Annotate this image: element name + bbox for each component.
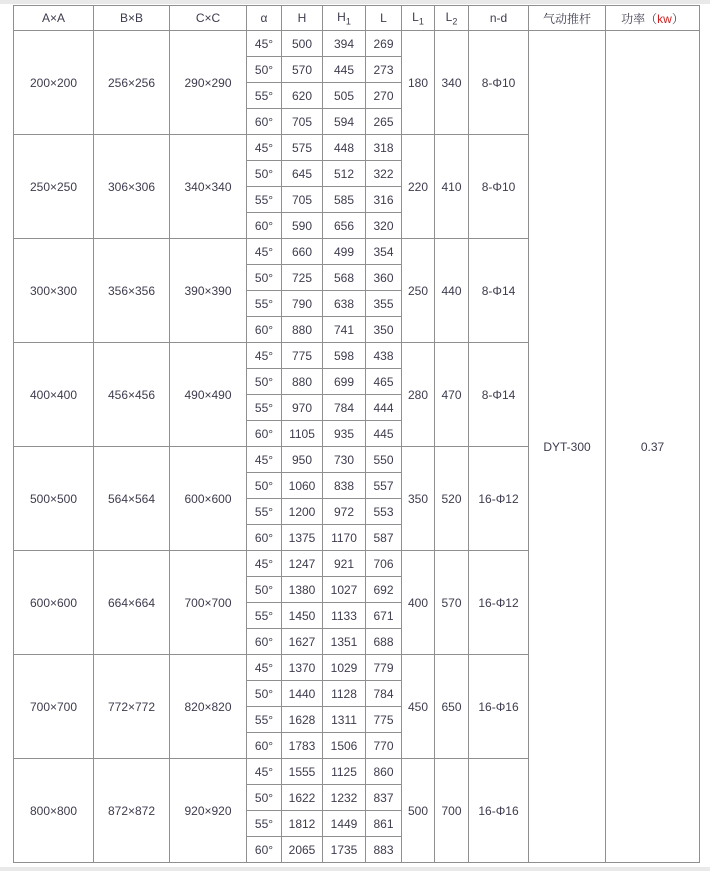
cell-h: 1105 (282, 421, 323, 447)
header-cell-h (282, 6, 323, 31)
cell-nd: 16-Φ16 (469, 759, 529, 863)
cell-h: 1375 (282, 525, 323, 551)
cell-h: 1622 (282, 785, 323, 811)
cell-b: 306×306 (94, 135, 170, 239)
cell-alpha: 50° (247, 577, 282, 603)
cell-h1: 598 (323, 343, 366, 369)
cell-l: 273 (366, 57, 402, 83)
cell-nd: 16-Φ12 (469, 551, 529, 655)
cell-l: 354 (366, 239, 402, 265)
cell-alpha: 60° (247, 837, 282, 863)
cell-h1: 394 (323, 31, 366, 57)
cell-l2: 470 (435, 343, 469, 447)
cell-l: 775 (366, 707, 402, 733)
cell-nd: 8-Φ10 (469, 31, 529, 135)
cell-h1: 784 (323, 395, 366, 421)
cell-h: 970 (282, 395, 323, 421)
cell-h: 1247 (282, 551, 323, 577)
cell-h: 1627 (282, 629, 323, 655)
header-cell-c (170, 6, 247, 31)
cell-h1: 730 (323, 447, 366, 473)
cell-h1: 1351 (323, 629, 366, 655)
cell-h1: 1125 (323, 759, 366, 785)
cell-h1: 838 (323, 473, 366, 499)
cell-h1: 445 (323, 57, 366, 83)
cell-l: 265 (366, 109, 402, 135)
cell-c: 920×920 (170, 759, 247, 863)
cell-c: 820×820 (170, 655, 247, 759)
header-segment: 气动推杆 (542, 11, 591, 26)
cell-l: 465 (366, 369, 402, 395)
cell-h1: 1133 (323, 603, 366, 629)
cell-alpha: 60° (247, 629, 282, 655)
cell-l: 883 (366, 837, 402, 863)
cell-h: 1628 (282, 707, 323, 733)
cell-power: 0.37 (606, 31, 700, 863)
cell-l2: 650 (435, 655, 469, 759)
table-row (14, 31, 700, 57)
cell-alpha: 60° (247, 525, 282, 551)
cell-h1: 1232 (323, 785, 366, 811)
cell-h: 660 (282, 239, 323, 265)
cell-h: 705 (282, 187, 323, 213)
cell-alpha: 50° (247, 473, 282, 499)
cell-h: 1200 (282, 499, 323, 525)
header-segment: A×A (41, 11, 65, 25)
cell-alpha: 55° (247, 395, 282, 421)
cell-h: 1812 (282, 811, 323, 837)
header-cell-l1 (402, 6, 435, 31)
header-segment: B×B (119, 11, 143, 25)
cell-h1: 448 (323, 135, 366, 161)
cell-h: 575 (282, 135, 323, 161)
cell-alpha: 50° (247, 681, 282, 707)
cell-l: 320 (366, 213, 402, 239)
cell-h1: 1029 (323, 655, 366, 681)
cell-l: 438 (366, 343, 402, 369)
cell-h1: 699 (323, 369, 366, 395)
header-segment: 2 (452, 16, 458, 27)
cell-a: 400×400 (14, 343, 94, 447)
cell-c: 600×600 (170, 447, 247, 551)
cell-l: 587 (366, 525, 402, 551)
cell-h1: 585 (323, 187, 366, 213)
cell-alpha: 50° (247, 785, 282, 811)
cell-b: 456×456 (94, 343, 170, 447)
cell-h: 775 (282, 343, 323, 369)
cell-alpha: 45° (247, 655, 282, 681)
cell-h: 1450 (282, 603, 323, 629)
cell-a: 800×800 (14, 759, 94, 863)
cell-h: 790 (282, 291, 323, 317)
cell-h: 500 (282, 31, 323, 57)
cell-alpha: 60° (247, 317, 282, 343)
cell-l: 270 (366, 83, 402, 109)
cell-h1: 972 (323, 499, 366, 525)
header-segment: H (297, 11, 307, 25)
header-segment: H (337, 9, 346, 24)
cell-l: 444 (366, 395, 402, 421)
cell-h: 590 (282, 213, 323, 239)
cell-nd: 8-Φ14 (469, 343, 529, 447)
header-segment: kw (657, 11, 672, 26)
cell-l: 557 (366, 473, 402, 499)
cell-c: 340×340 (170, 135, 247, 239)
cell-a: 250×250 (14, 135, 94, 239)
cell-l2: 410 (435, 135, 469, 239)
cell-alpha: 45° (247, 239, 282, 265)
cell-l: 770 (366, 733, 402, 759)
cell-l: 318 (366, 135, 402, 161)
cell-nd: 16-Φ16 (469, 655, 529, 759)
cell-l: 860 (366, 759, 402, 785)
cell-h: 620 (282, 83, 323, 109)
cell-b: 772×772 (94, 655, 170, 759)
cell-l: 316 (366, 187, 402, 213)
table-header (14, 6, 700, 31)
cell-alpha: 55° (247, 291, 282, 317)
header-segment: C×C (195, 11, 221, 25)
cell-h1: 638 (323, 291, 366, 317)
header-segment: 1 (418, 16, 424, 27)
header-cell-actuator (529, 6, 606, 31)
cell-alpha: 45° (247, 551, 282, 577)
cell-l: 322 (366, 161, 402, 187)
cell-h1: 1027 (323, 577, 366, 603)
cell-nd: 16-Φ12 (469, 447, 529, 551)
cell-h1: 935 (323, 421, 366, 447)
cell-alpha: 50° (247, 369, 282, 395)
cell-h1: 1128 (323, 681, 366, 707)
cell-alpha: 45° (247, 343, 282, 369)
cell-alpha: 60° (247, 213, 282, 239)
header-segment: 功率（ (621, 11, 658, 26)
cell-actuator: DYT-300 (529, 31, 606, 863)
header-segment: L (412, 9, 419, 24)
cell-l2: 700 (435, 759, 469, 863)
cell-alpha: 50° (247, 161, 282, 187)
cell-h1: 499 (323, 239, 366, 265)
cell-l1: 180 (402, 31, 435, 135)
cell-h1: 656 (323, 213, 366, 239)
cell-c: 490×490 (170, 343, 247, 447)
cell-alpha: 55° (247, 83, 282, 109)
header-segment: L (380, 11, 387, 25)
header-cell-h1 (323, 6, 366, 31)
cell-h1: 1735 (323, 837, 366, 863)
cell-c: 700×700 (170, 551, 247, 655)
cell-b: 356×356 (94, 239, 170, 343)
header-cell-alpha (247, 6, 282, 31)
page-bottom-strip (0, 867, 710, 871)
cell-l1: 350 (402, 447, 435, 551)
cell-a: 200×200 (14, 31, 94, 135)
cell-nd: 8-Φ10 (469, 135, 529, 239)
cell-l2: 340 (435, 31, 469, 135)
cell-h: 1380 (282, 577, 323, 603)
cell-l: 360 (366, 265, 402, 291)
cell-h1: 921 (323, 551, 366, 577)
cell-alpha: 45° (247, 759, 282, 785)
cell-h1: 1506 (323, 733, 366, 759)
cell-h1: 568 (323, 265, 366, 291)
cell-alpha: 50° (247, 57, 282, 83)
cell-h: 1060 (282, 473, 323, 499)
cell-alpha: 45° (247, 135, 282, 161)
cell-l: 692 (366, 577, 402, 603)
cell-alpha: 55° (247, 499, 282, 525)
cell-l1: 500 (402, 759, 435, 863)
header-segment: L (445, 9, 453, 24)
cell-h: 705 (282, 109, 323, 135)
header-cell-a (14, 6, 94, 31)
cell-l2: 520 (435, 447, 469, 551)
cell-l1: 220 (402, 135, 435, 239)
cell-l2: 570 (435, 551, 469, 655)
cell-l: 350 (366, 317, 402, 343)
cell-h: 1370 (282, 655, 323, 681)
cell-h1: 741 (323, 317, 366, 343)
cell-l: 688 (366, 629, 402, 655)
header-cell-b (94, 6, 170, 31)
table-body (14, 31, 700, 863)
cell-l1: 450 (402, 655, 435, 759)
cell-a: 500×500 (14, 447, 94, 551)
cell-l: 861 (366, 811, 402, 837)
cell-l: 706 (366, 551, 402, 577)
cell-l2: 440 (435, 239, 469, 343)
cell-alpha: 55° (247, 603, 282, 629)
cell-l: 671 (366, 603, 402, 629)
cell-b: 664×664 (94, 551, 170, 655)
cell-h: 880 (282, 317, 323, 343)
cell-h: 2065 (282, 837, 323, 863)
cell-l: 779 (366, 655, 402, 681)
cell-l1: 400 (402, 551, 435, 655)
cell-h: 725 (282, 265, 323, 291)
cell-h1: 594 (323, 109, 366, 135)
cell-h1: 505 (323, 83, 366, 109)
spec-table (13, 5, 700, 863)
cell-alpha: 60° (247, 733, 282, 759)
cell-b: 564×564 (94, 447, 170, 551)
cell-b: 256×256 (94, 31, 170, 135)
cell-h: 645 (282, 161, 323, 187)
header-segment: α (260, 11, 268, 25)
cell-l: 445 (366, 421, 402, 447)
cell-l: 784 (366, 681, 402, 707)
cell-h: 1555 (282, 759, 323, 785)
cell-l: 355 (366, 291, 402, 317)
cell-alpha: 50° (247, 265, 282, 291)
cell-l: 837 (366, 785, 402, 811)
cell-alpha: 45° (247, 447, 282, 473)
cell-alpha: 55° (247, 707, 282, 733)
header-cell-l2 (435, 6, 469, 31)
cell-h1: 1311 (323, 707, 366, 733)
cell-l1: 250 (402, 239, 435, 343)
header-segment: n-d (489, 11, 508, 25)
cell-nd: 8-Φ14 (469, 239, 529, 343)
cell-h: 880 (282, 369, 323, 395)
header-segment: ） (671, 11, 684, 26)
cell-l: 269 (366, 31, 402, 57)
cell-alpha: 60° (247, 421, 282, 447)
header-row (14, 6, 700, 31)
cell-a: 700×700 (14, 655, 94, 759)
cell-c: 290×290 (170, 31, 247, 135)
header-cell-l (366, 6, 402, 31)
cell-l: 553 (366, 499, 402, 525)
cell-alpha: 60° (247, 109, 282, 135)
cell-h: 1440 (282, 681, 323, 707)
cell-h1: 512 (323, 161, 366, 187)
cell-alpha: 55° (247, 811, 282, 837)
cell-l1: 280 (402, 343, 435, 447)
cell-h1: 1170 (323, 525, 366, 551)
header-cell-nd (469, 6, 529, 31)
cell-l: 550 (366, 447, 402, 473)
cell-alpha: 45° (247, 31, 282, 57)
cell-b: 872×872 (94, 759, 170, 863)
page-top-strip (0, 0, 710, 4)
cell-a: 300×300 (14, 239, 94, 343)
cell-h: 570 (282, 57, 323, 83)
cell-h: 1783 (282, 733, 323, 759)
cell-h: 950 (282, 447, 323, 473)
cell-a: 600×600 (14, 551, 94, 655)
cell-h1: 1449 (323, 811, 366, 837)
cell-c: 390×390 (170, 239, 247, 343)
header-segment: 1 (345, 16, 351, 27)
header-cell-power (606, 6, 700, 31)
cell-alpha: 55° (247, 187, 282, 213)
